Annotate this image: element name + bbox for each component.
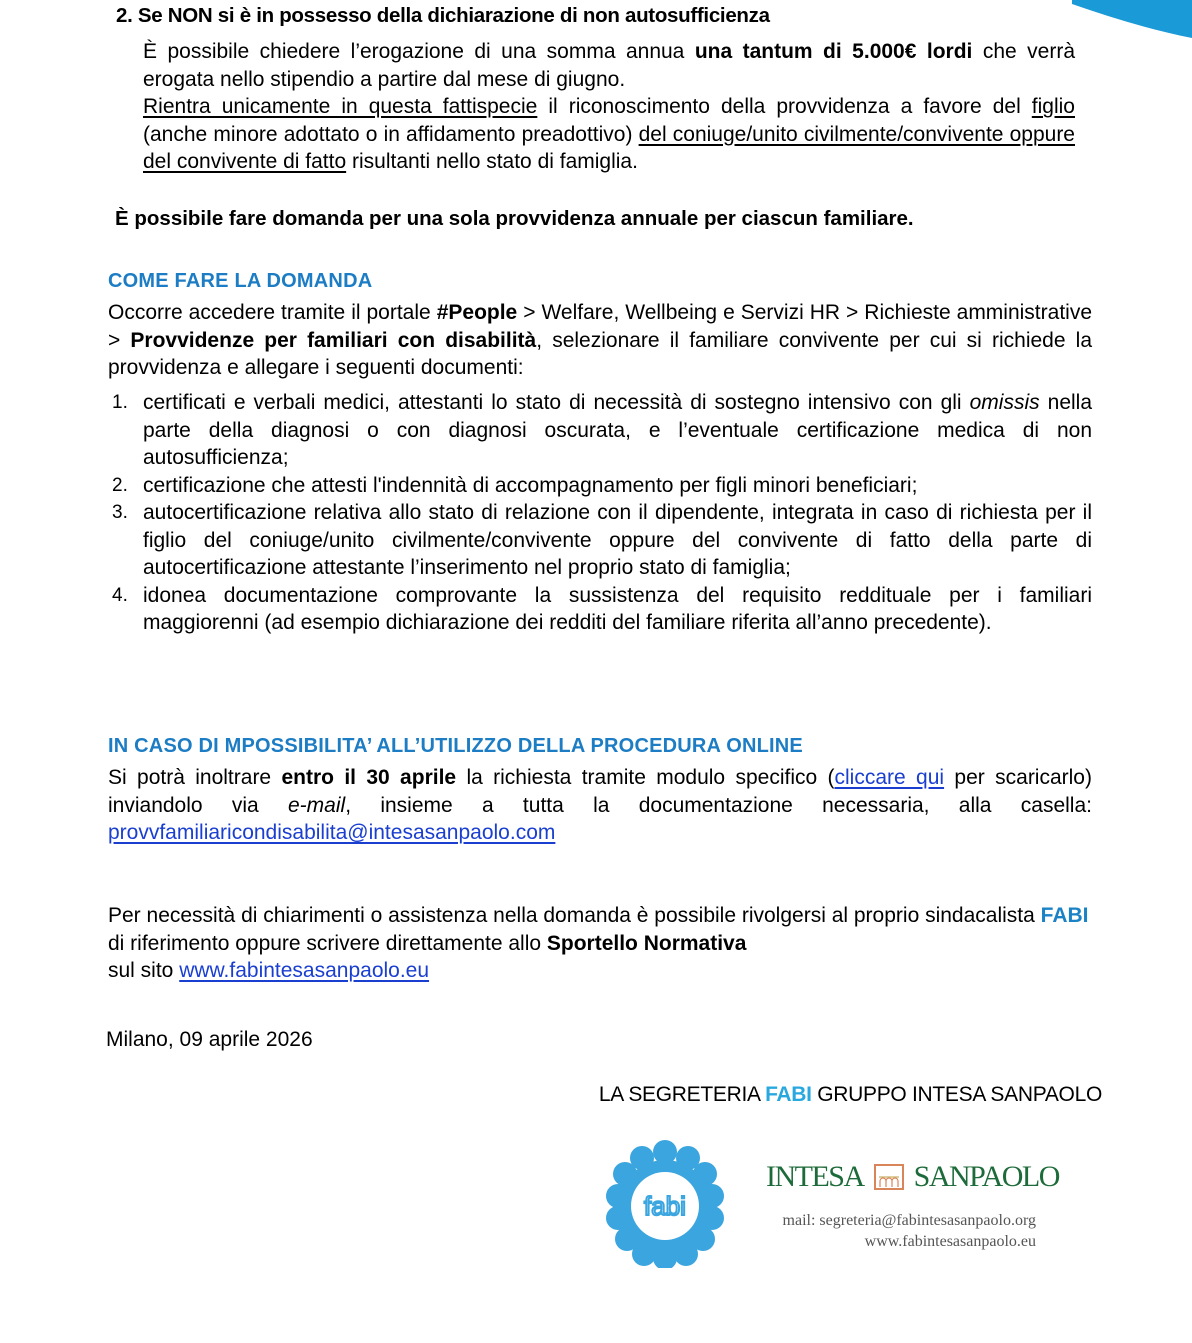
how-to-apply-body [108,299,1092,382]
signature [599,1083,1102,1107]
download-form-link[interactable]: cliccare qui [834,766,945,789]
contact-website: www.fabintesasanpaolo.eu [864,1233,1036,1250]
fabi-logo-icon [606,1140,724,1268]
underlined-text: Rientra unicamente in questa fattispecie [143,95,538,118]
italic-text: e-mail [288,793,346,817]
text: il riconoscimento della provvidenza a favore del [537,95,1032,118]
text: Occorre accedere tramite il portale [108,301,437,324]
text: (anche minore adottato o in affidamento preadottivo) [143,122,639,146]
text: certificazione che attesti l'indennità di accompagnamento per figli minori beneficiari; [143,473,918,497]
sanpaolo-text: SANPAOLO [913,1160,1059,1193]
text: per scaricarlo) inviandolo via [108,766,1092,817]
portal-name: #People [436,301,518,324]
intesa-bridge-icon [874,1164,904,1190]
offline-procedure-heading: IN CASO DI MPOSSIBILITA’ ALL’UTILIZZO DELLA PROCEDURA ONLINE [108,735,803,757]
italic-text: omissis [969,391,1040,414]
documents-list [108,389,1092,637]
text: di riferimento oppure scrivere direttamente allo [108,931,547,955]
text: autocertificazione relativa allo stato di relazione con il dipendente, integrata in caso di richiesta per il figlio del coniuge/unito civilmente/convivente oppure del convivente di fatto della parte di autocertificazione attestante l’inserimento nel proprio stato di famiglia; [143,501,1092,579]
contact-email: mail: segreteria@fabintesasanpaolo.org [782,1212,1036,1229]
list-number: 4. [112,584,128,606]
text: È possibile chiedere l’erogazione di una somma annua [143,40,695,63]
intesa-text: INTESA [766,1160,864,1193]
text: nella parte della diagnosi o con diagnosi oscurata, e l’eventuale certificazione medica di non autosufficienza; [143,391,1093,469]
footer-logos [606,1140,1059,1280]
list-item [108,582,1092,637]
list-number: 2. [112,474,128,496]
list-number: 1. [112,392,128,413]
deadline-text: entro il 30 aprile [281,766,457,789]
text: , selezionare il familiare convivente per cui si richiede la provvidenza e allegare i seguenti documenti: [108,328,1093,379]
text: GRUPPO INTESA SANPAOLO [811,1083,1102,1106]
underlined-text: del coniuge/unito civilmente/convivente oppure del convivente di fatto [143,122,1075,173]
how-to-apply-heading: COME FARE LA DOMANDA [108,270,373,292]
text: la richiesta tramite modulo specifico ( [456,766,835,789]
text: certificati e verbali medici, attestanti lo stato di necessità di sostegno intensivo con gli [143,391,970,414]
offline-procedure-body [108,764,1092,847]
help-paragraph [108,902,1092,985]
list-item [108,389,1092,472]
svg-text:fabi: fabi [644,1191,686,1221]
amount-text: una tantum di 5.000€ lordi [694,40,973,63]
text: risultanti nello stato di famiglia. [346,150,638,173]
underlined-text: figlio [1031,95,1075,118]
text: LA SEGRETERIA [598,1083,766,1106]
menu-path-bold: Provvidenze per familiari con disabilità [130,328,537,352]
list-number: 3. [112,502,128,523]
sportello-text: Sportello Normativa [546,931,747,955]
contact-info [746,1210,1036,1252]
website-link[interactable]: www.fabintesasanpaolo.eu [179,959,430,982]
section-2-title: 2. Se NON si è in possesso della dichiarazione di non autosufficienza [116,4,770,27]
list-item [108,499,1092,582]
intesa-sanpaolo-logo [766,1160,1059,1194]
corner-decoration [1072,0,1192,40]
text: > Welfare, Wellbeing e Servizi HR > Richieste amministrative > [108,301,1092,352]
text: idonea documentazione comprovante la sussistenza del requisito reddituale per i familiari maggiorenni (ad esempio dichiarazione dei redditi del familiare riferita all’anno precedente). [143,583,1092,634]
section-2-note: È possibile fare domanda per una sola provvidenza annuale per ciascun familiare. [115,207,914,230]
section-2-body [143,38,1075,176]
fabi-brand-text: FABI [1040,904,1089,927]
text: Si potrà inoltrare [108,766,282,789]
text: Per necessità di chiarimenti o assistenza nella domanda è possibile rivolgersi al proprio sindacalista [108,904,1041,927]
fabi-brand-text: FABI [765,1083,812,1106]
list-item [108,472,1092,500]
text: che verrà erogata nello stipendio a partire dal mese di giugno. [143,40,1075,91]
place-date: Milano, 09 aprile 2026 [106,1028,313,1051]
text: sul sito [108,959,180,982]
text: , insieme a tutta la documentazione necessaria, alla casella: [345,793,1092,817]
email-link[interactable]: provvfamiliaricondisabilita@intesasanpaolo.com [108,821,556,844]
